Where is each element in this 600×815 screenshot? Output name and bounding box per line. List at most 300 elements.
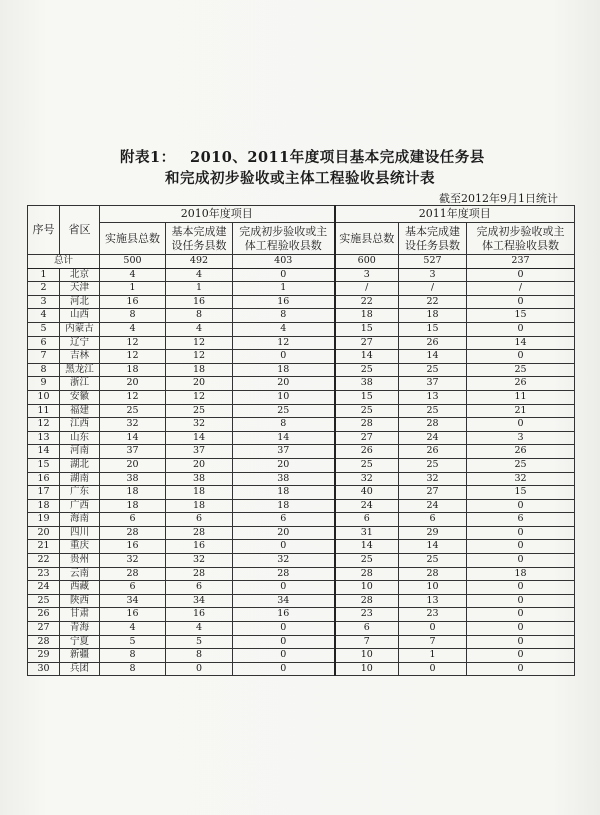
- row-2010-accept: 0: [233, 581, 335, 595]
- row-2011-basic: 24: [399, 499, 467, 513]
- row-2010-basic: 14: [166, 431, 233, 445]
- header-2011-basic-l2: 设任务县数: [405, 238, 460, 252]
- row-2010-accept: 18: [233, 363, 335, 377]
- row-seq: 27: [28, 622, 60, 636]
- row-seq: 26: [28, 608, 60, 622]
- row-2011-implemented: 6: [335, 513, 399, 527]
- header-seq: 序号: [28, 206, 60, 255]
- row-2011-accept: 25: [467, 458, 575, 472]
- row-seq: 9: [28, 377, 60, 391]
- row-2011-accept: 14: [467, 336, 575, 350]
- row-2010-implemented: 1: [100, 282, 166, 296]
- row-2011-basic: 22: [399, 295, 467, 309]
- row-province: 江西: [60, 418, 100, 432]
- as-of-date: 截至2012年9月1日统计: [439, 192, 558, 205]
- row-2010-accept: 16: [233, 608, 335, 622]
- row-province: 山东: [60, 431, 100, 445]
- row-2011-implemented: 32: [335, 472, 399, 486]
- row-2011-implemented: 14: [335, 350, 399, 364]
- row-2011-implemented: 7: [335, 635, 399, 649]
- row-seq: 29: [28, 649, 60, 663]
- table-row: [28, 445, 575, 459]
- row-seq: 12: [28, 418, 60, 432]
- header-province: 省区: [60, 206, 100, 255]
- row-2010-basic: 0: [166, 662, 233, 676]
- row-province: 安徽: [60, 390, 100, 404]
- header-2011-basic: [399, 223, 467, 255]
- row-2010-basic: 6: [166, 513, 233, 527]
- title-main: 2010、2011年度项目基本完成建设任务县: [190, 149, 485, 166]
- row-2010-implemented: 34: [100, 594, 166, 608]
- row-2011-basic: 27: [399, 486, 467, 500]
- row-2011-accept: 0: [467, 608, 575, 622]
- row-2010-implemented: 5: [100, 635, 166, 649]
- row-seq: 14: [28, 445, 60, 459]
- row-2010-accept: 38: [233, 472, 335, 486]
- title-line-1: [120, 146, 540, 167]
- row-2011-accept: 26: [467, 445, 575, 459]
- header-2010-basic: [166, 223, 233, 255]
- row-2011-basic: 18: [399, 309, 467, 323]
- table-row: [28, 662, 575, 676]
- row-2011-implemented: 27: [335, 336, 399, 350]
- row-2011-implemented: 15: [335, 390, 399, 404]
- row-2011-accept: 0: [467, 649, 575, 663]
- table-row: [28, 350, 575, 364]
- row-2010-accept: 12: [233, 336, 335, 350]
- row-2010-implemented: 6: [100, 581, 166, 595]
- row-2010-accept: 14: [233, 431, 335, 445]
- row-2010-accept: 8: [233, 418, 335, 432]
- row-2011-accept: /: [467, 282, 575, 296]
- row-2011-implemented: 18: [335, 309, 399, 323]
- row-2011-accept: 0: [467, 540, 575, 554]
- row-2011-implemented: 22: [335, 295, 399, 309]
- row-2011-basic: 13: [399, 390, 467, 404]
- row-province: 重庆: [60, 540, 100, 554]
- row-2010-implemented: 4: [100, 268, 166, 282]
- row-2010-implemented: 38: [100, 472, 166, 486]
- row-province: 黑龙江: [60, 363, 100, 377]
- row-2010-implemented: 20: [100, 377, 166, 391]
- table-row: [28, 458, 575, 472]
- header-2011-accept-l2: 体工程验收县数: [482, 238, 559, 252]
- row-2011-basic: 13: [399, 594, 467, 608]
- row-2010-basic: 16: [166, 295, 233, 309]
- row-2011-accept: 0: [467, 499, 575, 513]
- row-2010-basic: 4: [166, 622, 233, 636]
- row-2010-accept: 10: [233, 390, 335, 404]
- row-2011-basic: 25: [399, 458, 467, 472]
- row-2011-implemented: 26: [335, 445, 399, 459]
- row-2011-accept: 15: [467, 309, 575, 323]
- table-row: [28, 526, 575, 540]
- row-seq: 25: [28, 594, 60, 608]
- table-row: [28, 295, 575, 309]
- row-2011-accept: 0: [467, 268, 575, 282]
- row-2011-implemented: 31: [335, 526, 399, 540]
- row-2010-implemented: 16: [100, 295, 166, 309]
- table-row: [28, 377, 575, 391]
- row-2010-basic: 20: [166, 377, 233, 391]
- row-2010-basic: 16: [166, 608, 233, 622]
- row-2010-basic: 20: [166, 458, 233, 472]
- row-province: 内蒙古: [60, 322, 100, 336]
- row-2010-implemented: 16: [100, 540, 166, 554]
- row-seq: 7: [28, 350, 60, 364]
- row-seq: 4: [28, 309, 60, 323]
- row-seq: 11: [28, 404, 60, 418]
- header-2010-accept-l1: 完成初步验收或主: [239, 224, 328, 238]
- row-2011-basic: 1: [399, 649, 467, 663]
- header-2011-accept-l1: 完成初步验收或主: [476, 224, 565, 238]
- total-2010-accept: 403: [233, 255, 335, 269]
- row-2011-implemented: 25: [335, 458, 399, 472]
- table-row: [28, 581, 575, 595]
- row-2010-basic: 18: [166, 486, 233, 500]
- row-2011-basic: 26: [399, 336, 467, 350]
- row-seq: 24: [28, 581, 60, 595]
- row-2010-basic: 28: [166, 526, 233, 540]
- row-2011-accept: 0: [467, 554, 575, 568]
- row-seq: 30: [28, 662, 60, 676]
- row-2011-implemented: 28: [335, 567, 399, 581]
- row-2011-implemented: 38: [335, 377, 399, 391]
- row-seq: 17: [28, 486, 60, 500]
- row-2011-accept: 0: [467, 594, 575, 608]
- row-province: 天津: [60, 282, 100, 296]
- row-2011-basic: 6: [399, 513, 467, 527]
- header-2011-implemented: 实施县总数: [335, 223, 399, 255]
- table-row: [28, 567, 575, 581]
- row-2010-accept: 0: [233, 268, 335, 282]
- row-2010-basic: 34: [166, 594, 233, 608]
- row-2010-accept: 1: [233, 282, 335, 296]
- row-2011-basic: 23: [399, 608, 467, 622]
- row-2010-accept: 20: [233, 526, 335, 540]
- row-2010-basic: 32: [166, 554, 233, 568]
- row-2011-implemented: 27: [335, 431, 399, 445]
- row-2011-implemented: 10: [335, 662, 399, 676]
- row-2011-accept: 32: [467, 472, 575, 486]
- row-province: 贵州: [60, 554, 100, 568]
- row-2010-implemented: 32: [100, 554, 166, 568]
- row-province: 北京: [60, 268, 100, 282]
- row-2011-accept: 18: [467, 567, 575, 581]
- row-2010-basic: 18: [166, 363, 233, 377]
- row-2010-accept: 16: [233, 295, 335, 309]
- table-row: [28, 309, 575, 323]
- row-2010-implemented: 32: [100, 418, 166, 432]
- row-2010-basic: 32: [166, 418, 233, 432]
- row-2010-implemented: 4: [100, 622, 166, 636]
- row-2010-basic: 28: [166, 567, 233, 581]
- row-2011-accept: 0: [467, 622, 575, 636]
- title-prefix: 附表1：: [120, 149, 176, 166]
- row-2011-basic: 32: [399, 472, 467, 486]
- row-2010-accept: 37: [233, 445, 335, 459]
- row-2011-accept: 11: [467, 390, 575, 404]
- row-2011-implemented: 28: [335, 594, 399, 608]
- row-2010-implemented: 12: [100, 336, 166, 350]
- row-2011-implemented: 3: [335, 268, 399, 282]
- row-2010-implemented: 16: [100, 608, 166, 622]
- row-province: 福建: [60, 404, 100, 418]
- header-2010-basic-l2: 设任务县数: [171, 238, 227, 252]
- row-province: 吉林: [60, 350, 100, 364]
- row-2010-implemented: 28: [100, 567, 166, 581]
- row-2010-basic: 12: [166, 350, 233, 364]
- row-province: 青海: [60, 622, 100, 636]
- row-2010-accept: 4: [233, 322, 335, 336]
- row-2011-implemented: 24: [335, 499, 399, 513]
- header-2010: 2010年度项目: [100, 206, 335, 223]
- row-2011-basic: 37: [399, 377, 467, 391]
- table-row: [28, 608, 575, 622]
- row-2010-implemented: 8: [100, 309, 166, 323]
- header-2010-basic-l1: 基本完成建: [171, 224, 227, 238]
- row-2011-implemented: 28: [335, 418, 399, 432]
- header-2011-basic-l1: 基本完成建: [405, 224, 460, 238]
- row-2011-basic: 0: [399, 662, 467, 676]
- row-2011-accept: 6: [467, 513, 575, 527]
- row-seq: 13: [28, 431, 60, 445]
- row-2011-accept: 15: [467, 486, 575, 500]
- row-2010-implemented: 14: [100, 431, 166, 445]
- row-province: 宁夏: [60, 635, 100, 649]
- row-2010-accept: 0: [233, 350, 335, 364]
- total-row: [28, 255, 575, 269]
- row-2011-basic: /: [399, 282, 467, 296]
- header-2010-accept-l2: 体工程验收县数: [244, 238, 322, 252]
- row-2010-accept: 18: [233, 486, 335, 500]
- total-2011-basic: 527: [399, 255, 467, 269]
- header-2010-accept: [233, 223, 335, 255]
- row-2010-basic: 25: [166, 404, 233, 418]
- row-2010-accept: 25: [233, 404, 335, 418]
- row-2010-accept: 28: [233, 567, 335, 581]
- row-2011-basic: 3: [399, 268, 467, 282]
- row-seq: 2: [28, 282, 60, 296]
- row-seq: 21: [28, 540, 60, 554]
- row-province: 四川: [60, 526, 100, 540]
- table-row: [28, 540, 575, 554]
- row-2010-accept: 32: [233, 554, 335, 568]
- row-2011-accept: 0: [467, 662, 575, 676]
- row-2011-basic: 24: [399, 431, 467, 445]
- row-2010-basic: 4: [166, 322, 233, 336]
- row-2011-accept: 25: [467, 363, 575, 377]
- row-2010-implemented: 6: [100, 513, 166, 527]
- row-seq: 16: [28, 472, 60, 486]
- total-2010-implemented: 500: [100, 255, 166, 269]
- table-row: [28, 513, 575, 527]
- row-2011-accept: 0: [467, 350, 575, 364]
- row-province: 河北: [60, 295, 100, 309]
- row-2011-implemented: 15: [335, 322, 399, 336]
- row-2010-basic: 12: [166, 336, 233, 350]
- row-2010-implemented: 28: [100, 526, 166, 540]
- header-2011: 2011年度项目: [335, 206, 575, 223]
- row-province: 河南: [60, 445, 100, 459]
- row-2011-implemented: 23: [335, 608, 399, 622]
- row-2010-accept: 6: [233, 513, 335, 527]
- table-row: [28, 322, 575, 336]
- row-province: 陕西: [60, 594, 100, 608]
- row-2011-implemented: 6: [335, 622, 399, 636]
- row-2010-basic: 18: [166, 499, 233, 513]
- total-2010-basic: 492: [166, 255, 233, 269]
- row-2010-accept: 20: [233, 458, 335, 472]
- row-province: 辽宁: [60, 336, 100, 350]
- table-row: [28, 472, 575, 486]
- row-2010-basic: 6: [166, 581, 233, 595]
- row-2010-accept: 18: [233, 499, 335, 513]
- row-seq: 5: [28, 322, 60, 336]
- table-row: [28, 622, 575, 636]
- row-2010-implemented: 37: [100, 445, 166, 459]
- row-2011-accept: 3: [467, 431, 575, 445]
- row-2011-implemented: /: [335, 282, 399, 296]
- row-seq: 22: [28, 554, 60, 568]
- total-label: 总计: [28, 255, 100, 269]
- row-2011-accept: 0: [467, 581, 575, 595]
- title-line-2: 和完成初步验收或主体工程验收县统计表: [165, 170, 435, 187]
- row-seq: 19: [28, 513, 60, 527]
- row-2011-basic: 25: [399, 363, 467, 377]
- row-2011-basic: 7: [399, 635, 467, 649]
- row-2010-implemented: 20: [100, 458, 166, 472]
- row-province: 西藏: [60, 581, 100, 595]
- row-seq: 1: [28, 268, 60, 282]
- row-seq: 18: [28, 499, 60, 513]
- row-2010-accept: 0: [233, 635, 335, 649]
- row-seq: 23: [28, 567, 60, 581]
- row-province: 广东: [60, 486, 100, 500]
- row-2011-accept: 26: [467, 377, 575, 391]
- row-seq: 28: [28, 635, 60, 649]
- row-2010-basic: 4: [166, 268, 233, 282]
- row-province: 云南: [60, 567, 100, 581]
- statistics-table: [27, 205, 575, 676]
- row-2010-basic: 1: [166, 282, 233, 296]
- row-2010-accept: 0: [233, 649, 335, 663]
- row-2011-basic: 25: [399, 554, 467, 568]
- row-2010-accept: 0: [233, 622, 335, 636]
- table-row: [28, 404, 575, 418]
- row-2010-basic: 12: [166, 390, 233, 404]
- header-2011-accept: [467, 223, 575, 255]
- row-2011-basic: 14: [399, 540, 467, 554]
- row-2011-implemented: 25: [335, 404, 399, 418]
- row-2011-implemented: 14: [335, 540, 399, 554]
- row-province: 广西: [60, 499, 100, 513]
- row-seq: 15: [28, 458, 60, 472]
- row-2011-basic: 28: [399, 567, 467, 581]
- row-province: 湖南: [60, 472, 100, 486]
- row-2010-basic: 38: [166, 472, 233, 486]
- row-2010-basic: 8: [166, 649, 233, 663]
- row-2011-accept: 0: [467, 635, 575, 649]
- header-2010-implemented: 实施县总数: [100, 223, 166, 255]
- row-2011-accept: 0: [467, 295, 575, 309]
- row-2010-accept: 34: [233, 594, 335, 608]
- row-2011-basic: 29: [399, 526, 467, 540]
- table-row: [28, 554, 575, 568]
- table-row: [28, 363, 575, 377]
- row-2011-basic: 15: [399, 322, 467, 336]
- row-2010-accept: 0: [233, 662, 335, 676]
- row-2010-implemented: 25: [100, 404, 166, 418]
- row-2011-basic: 0: [399, 622, 467, 636]
- row-2010-accept: 8: [233, 309, 335, 323]
- row-2010-implemented: 12: [100, 350, 166, 364]
- row-2011-implemented: 40: [335, 486, 399, 500]
- row-2011-basic: 26: [399, 445, 467, 459]
- row-2010-implemented: 8: [100, 662, 166, 676]
- row-province: 甘肃: [60, 608, 100, 622]
- row-2010-basic: 8: [166, 309, 233, 323]
- row-2010-basic: 5: [166, 635, 233, 649]
- row-2010-implemented: 18: [100, 486, 166, 500]
- table-row: [28, 635, 575, 649]
- row-seq: 3: [28, 295, 60, 309]
- row-2011-basic: 25: [399, 404, 467, 418]
- table-row: [28, 418, 575, 432]
- row-seq: 8: [28, 363, 60, 377]
- row-province: 兵团: [60, 662, 100, 676]
- row-2010-accept: 0: [233, 540, 335, 554]
- row-province: 山西: [60, 309, 100, 323]
- row-seq: 6: [28, 336, 60, 350]
- row-2011-accept: 0: [467, 322, 575, 336]
- total-2011-accept: 237: [467, 255, 575, 269]
- table-row: [28, 268, 575, 282]
- row-2010-implemented: 18: [100, 363, 166, 377]
- row-2010-implemented: 8: [100, 649, 166, 663]
- row-2010-implemented: 12: [100, 390, 166, 404]
- row-province: 浙江: [60, 377, 100, 391]
- row-2011-accept: 21: [467, 404, 575, 418]
- row-2011-accept: 0: [467, 526, 575, 540]
- row-province: 新疆: [60, 649, 100, 663]
- row-2010-implemented: 18: [100, 499, 166, 513]
- row-2011-implemented: 10: [335, 581, 399, 595]
- row-seq: 20: [28, 526, 60, 540]
- row-2011-basic: 10: [399, 581, 467, 595]
- table-row: [28, 649, 575, 663]
- row-seq: 10: [28, 390, 60, 404]
- table-row: [28, 282, 575, 296]
- total-2011-implemented: 600: [335, 255, 399, 269]
- table-row: [28, 594, 575, 608]
- row-2011-basic: 14: [399, 350, 467, 364]
- row-2010-accept: 20: [233, 377, 335, 391]
- table-row: [28, 390, 575, 404]
- row-2010-basic: 16: [166, 540, 233, 554]
- row-2011-implemented: 25: [335, 554, 399, 568]
- table-row: [28, 499, 575, 513]
- table-row: [28, 486, 575, 500]
- table-row: [28, 336, 575, 350]
- table-row: [28, 431, 575, 445]
- row-2011-implemented: 10: [335, 649, 399, 663]
- row-2010-basic: 37: [166, 445, 233, 459]
- row-2011-implemented: 25: [335, 363, 399, 377]
- row-province: 海南: [60, 513, 100, 527]
- row-2010-implemented: 4: [100, 322, 166, 336]
- row-2011-accept: 0: [467, 418, 575, 432]
